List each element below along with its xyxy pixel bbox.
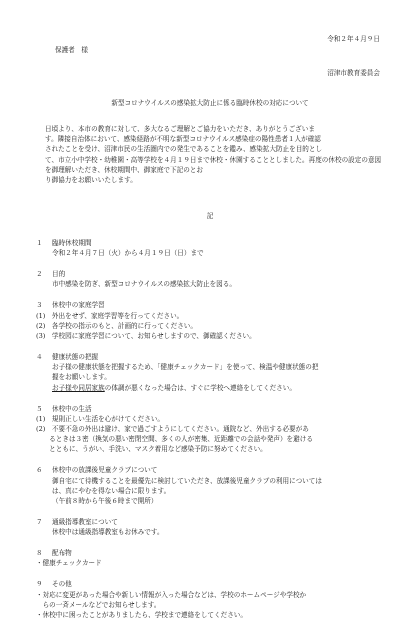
item-line-rest: の体調が悪くなった場合は、すぐに学校へ連絡をしてください。 bbox=[104, 383, 296, 392]
item-subline: とともに、うがい、手洗い、マスク着用など感染予防に努めてください。 bbox=[36, 445, 267, 454]
item-line: 市中感染を防ぎ、新型コロナウイルスの感染拡大防止を図る。 bbox=[52, 280, 236, 289]
item-5 bbox=[36, 404, 391, 455]
item-heading-text: 目的 bbox=[52, 270, 66, 279]
item-heading bbox=[36, 300, 391, 310]
item-4 bbox=[36, 352, 391, 393]
item-heading bbox=[36, 579, 391, 589]
item-line: 休校中は通級指導教室もお休みです。 bbox=[52, 528, 164, 537]
intro-line: 日頃より、本市の教育に対して、多大なるご理解とご協力をいただき、ありがとうございま bbox=[45, 125, 315, 133]
underlined-text: お子様や同居家族 bbox=[52, 383, 105, 392]
ki-heading: 記 bbox=[206, 212, 214, 220]
item-number: ８ bbox=[36, 549, 43, 558]
item-subline: (1) 規則正しい生活を心がけてください。 bbox=[36, 414, 165, 423]
item-subline: (2) 不要不急の外出は避け、家で過ごすようにしてください。通院など、外出する必要があ bbox=[36, 425, 309, 434]
item-line: お子様の健康状態を把握するため、「健康チェックカード」を使って、検温や健康状態の把 bbox=[52, 363, 319, 372]
item-number: ５ bbox=[36, 404, 43, 413]
item-subline: (2) 各学校の指示のもと、計画的に行ってください。 bbox=[36, 321, 197, 330]
item-line: 令和２年４月７日（火）から４月１９日（日）まで bbox=[52, 249, 204, 258]
item-line: は、真にやむを得ない場合に限ります。 bbox=[52, 486, 171, 495]
document-date: 令和２年４月９日 bbox=[327, 35, 380, 43]
item-line: 握をお願いします。 bbox=[52, 373, 111, 382]
intro-line: されたことを受け、沼津市民の生活圏内での発生であることを鑑み、感染拡大防止を目的とし bbox=[45, 145, 323, 154]
intro-paragraph bbox=[45, 124, 385, 185]
intro-line: す。隣接自治体において、感染経路が不明な新型コロナウイルス感染症の陽性患者１人が確認 bbox=[45, 135, 321, 144]
item-3 bbox=[36, 300, 391, 341]
addressee: 保護者 様 bbox=[55, 46, 88, 54]
item-number: ４ bbox=[36, 353, 43, 362]
item-heading-text: その他 bbox=[52, 580, 72, 589]
item-line bbox=[52, 383, 391, 393]
item-heading-text: 臨時休校期間 bbox=[52, 239, 92, 247]
item-1 bbox=[36, 238, 391, 258]
item-heading-text: 休校中の生活 bbox=[52, 404, 92, 413]
item-number: ６ bbox=[36, 466, 43, 475]
item-heading bbox=[36, 269, 391, 279]
item-number: ９ bbox=[36, 580, 43, 589]
item-line: ・休校中に困ったことがありましたら、学校まで連絡をしてください。 bbox=[36, 611, 247, 620]
item-6 bbox=[36, 465, 391, 506]
item-heading bbox=[36, 352, 391, 362]
item-heading-text: 健康状態の把握 bbox=[52, 353, 99, 362]
item-list bbox=[36, 238, 391, 631]
item-heading bbox=[36, 238, 391, 248]
item-subline: るときは３密（換気の悪い密閉空間、多くの人が密集、近距離での会話や発声）を避ける bbox=[36, 435, 313, 444]
intro-line: て、市立小中学校・幼稚園・高等学校を４月１９日まで休校・休園することとしました。再度の休校の設定の意図を御理解いただき、休校期間中、御家庭で下記のとお bbox=[45, 155, 382, 174]
item-line: ・健康チェックカード bbox=[36, 559, 102, 568]
item-8 bbox=[36, 548, 391, 568]
item-heading bbox=[36, 517, 391, 527]
item-line: 御自宅にて待機することを最優先に検討していただき、放課後児童クラブの利用については bbox=[52, 476, 322, 485]
item-heading-text: 休校中の家庭学習 bbox=[52, 301, 105, 310]
item-line: らの一斉メールなどでお知らせします。 bbox=[36, 600, 161, 609]
item-line: ・対応に変更があった場合や新しい情報が入った場合などは、学校のホームページや学校か bbox=[36, 590, 307, 599]
item-heading bbox=[36, 548, 391, 558]
item-number: １ bbox=[36, 239, 43, 247]
item-heading-text: 休校中の放課後児童クラブについて bbox=[52, 466, 158, 475]
item-number: ２ bbox=[36, 270, 43, 279]
item-number: ７ bbox=[36, 518, 43, 527]
item-subline: (3) 学校园に家庭学習について、お知らせしますので、御確認ください。 bbox=[36, 332, 256, 341]
item-heading bbox=[36, 404, 391, 414]
item-heading bbox=[36, 465, 391, 475]
item-line: （午前８時から午後６時まで開所） bbox=[52, 497, 158, 506]
item-heading-text: 通級指導教室について bbox=[52, 518, 118, 527]
item-subline: (1) 外出をせず、家庭学習等を行ってください。 bbox=[36, 311, 184, 320]
item-number: ３ bbox=[36, 301, 43, 310]
item-2 bbox=[36, 269, 391, 289]
item-heading-text: 配布物 bbox=[52, 549, 72, 558]
sender-organization: 沼津市教育委員会 bbox=[327, 69, 380, 77]
item-9 bbox=[36, 579, 391, 620]
document-title: 新型コロナウイルスの感染拡大防止に係る臨時休校の対応について bbox=[111, 99, 309, 107]
intro-line: り御協力をお願いいたします。 bbox=[45, 176, 137, 185]
item-7 bbox=[36, 517, 391, 537]
